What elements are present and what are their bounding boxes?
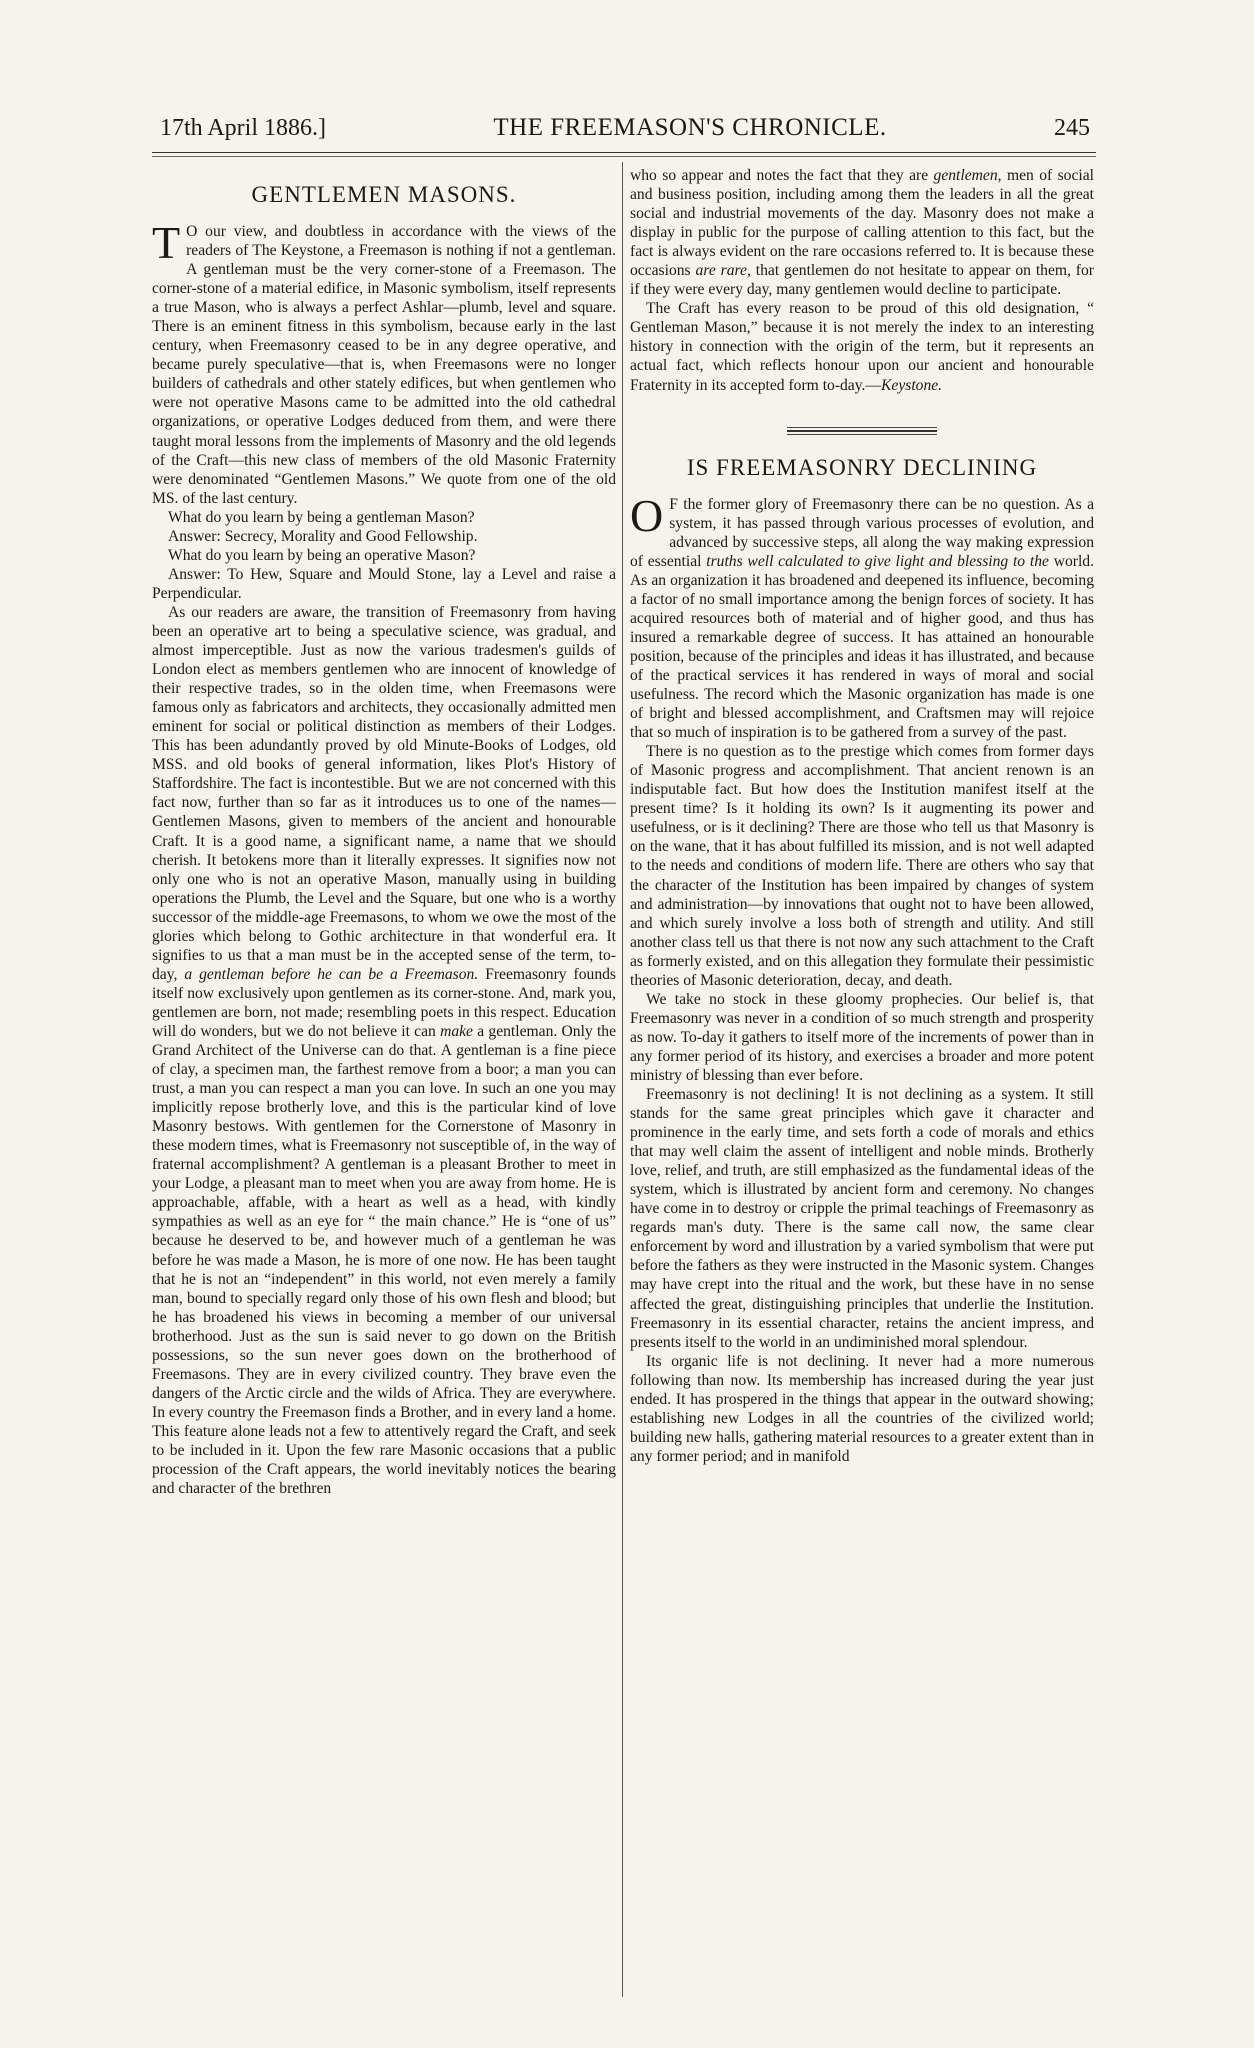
question-2: What do you learn by being an operative Mason? — [168, 546, 476, 564]
article-separator — [787, 427, 937, 435]
header-title: THE FREEMASON'S CHRONICLE. — [493, 114, 887, 141]
page-number: 245 — [1053, 115, 1090, 141]
header-rule — [152, 152, 1096, 153]
article1-p3-text: The Craft has every reason to be proud of this old designation, “ Gentleman Mason,” because it is not merely the index to an interesting history in connection with the origin of the term, but it represents an actual fact, which reflects honour upon our ancient and honourable Fraternity in its accepted form to-day.— — [630, 300, 1094, 394]
article1-p2b-text: Freemasonry founds itself now exclusively upon gentlemen as its corner-stone. And, mark you, gentlemen are born, not made; resembling poets in this respect. Education will do wonders, but we do not believe it can — [152, 965, 616, 1040]
article1-source: Keystone. — [881, 376, 943, 394]
article2-p1b-text: world. As an organization it has broadened and deepened its influence, becoming a factor of no small importance among the benign forces of society. It has acquired resources both of material and of higher good, and thus has insured a remarkable degree of success. It has attained an honourable position, because of the principles and ideas it has illustrated, and because of the practical services it has rendered in ways of moral and social usefulness. The record which the Masonic organization has made is one of bright and blessed accomplishment, and Craftsmen may will rejoice that so much of inspiration is to be gathered from a survey of the past. — [630, 552, 1094, 742]
article2-paragraph-1 — [630, 489, 1094, 743]
article1-cont1c-text: that gentlemen do not hesitate to appear on them, for if they were every day, many gentlemen would decline to participate. — [630, 262, 1094, 299]
page-header — [160, 114, 1090, 148]
article2-paragraph-4: Freemasonry is not declining! It is not declining as a system. It still stands for the same great principles which gave it character and prominence in the early time, and sets forth a code of morals and ethics that may well claim the assent of intelligent and noble minds. Brotherly love, relief, and truth, are still emphasized as the fundamental ideas of the system, which is illustrated by ancient form and ceremony. No changes have come in to destroy or cripple the primal teachings of Freemasonry as regards man's duty. There is the same call now, the same clear enforcement by word and illustration by a varied symbolism that were put before the fathers as they were instructed in the Masonic system. Changes may have crept into the ritual and the work, but these have in no sense affected the great, distinguishing principles that underlie the Institution. Freemasonry in its essential character, retains the ancient impress, and presents itself to the world in an undiminished moral splendour. — [630, 1086, 1094, 1351]
article2-paragraph-2: There is no question as to the prestige which comes from former days of Masonic progress and accomplishment. That ancient renown is an indisputable fact. But how does the Institution manifest itself at the present time? Is it holding its own? Is it augmenting its power and usefulness, or is it declining? There are those who tell us that Masonry is on the wane, that it has about fulfilled its mission, and is not well adapted to the needs and conditions of modern life. There are others who say that the character of the Institution has been impaired by changes of system and administration—by innovations that ought not to have been allowed, and which surely involve a loss both of strength and utility. And still another class tell us that there is not now any such attachment to the Craft as formerly existed, and on this allegation they formulate their pessimistic theories of Masonic deterioration, decay, and death. — [630, 743, 1094, 989]
left-column — [152, 166, 616, 1996]
article1-p2-italic: a gentleman before he can be a Freemason. — [184, 965, 479, 983]
article1-cont1b-text: men of social and business position, including among them the leaders in all the great social and industrial movements of the day. Masonry does not make a display in public for the purpose of calling attention to this fact, but the fact is always evident on the rare occasions referred to. It is because these occasions — [630, 167, 1094, 280]
article2-paragraph-5: Its organic life is not declining. It never had a more numerous following than now. Its membership has increased during the year just ended. It has prospered in the things that appear in the outward showing; establishing new Lodges in all the countries of the civilized world; building new halls, gathering material resources to a greater extent than in any former period; and in manifold — [630, 1352, 1094, 1465]
header-date: 17th April 1886.] — [160, 115, 326, 141]
article1-cont1-italic: gentlemen, — [933, 167, 1002, 184]
article1-cont1-text: who so appear and notes the fact that they are — [630, 167, 929, 184]
article1-continuation — [630, 166, 1094, 299]
article-title-gentlemen-masons: GENTLEMEN MASONS. — [251, 182, 517, 207]
dropcap-t: T — [152, 217, 181, 268]
article1-make-italic: make — [440, 1022, 473, 1040]
article1-p2-text: As our readers are aware, the transition of Freemasonry from having been an operative art to being a speculative science, was gradual, and almost imperceptible. Just as now the various tradesmen's guilds of London elect as members gentlemen who are innocent of knowledge of their respective trades, so in the olden time, when Freemasons were famous only as fabricators and architects, they occasionally admitted men eminent for social or political distinction as members of their Lodges. This has been adundantly proved by old Minute-Books of Lodges, old MSS. and old books of general information, likes Plot's History of Staffordshire. The fact is incontestible. But we are not concerned with this fact now, further than so far as it introduces us to one of the names—Gentlemen Masons, given to members of the ancient and honourable Craft. It is a good name, a significant name, a name that we should cherish. It betokens more than it literally expresses. It signifies now not only one who is not an operative Mason, manually using in building operations the Plumb, the Level and the Square, but one who is a worthy successor of the middle-age Freemasons, to whom we owe the most of the glories which belong to Gothic architecture in that wonderful era. It signifies to us that a man must be in the accepted sense of the term, to-day, — [152, 603, 616, 983]
article-title-freemasonry-declining: IS FREEMASONRY DECLINING — [686, 454, 1038, 480]
header-rule-thin — [152, 156, 1096, 157]
answer-2: Answer: To Hew, Square and Mould Stone, lay a Level and raise a Perpendicular. — [152, 565, 616, 602]
article2-p1-text: F the former glory of Freemasonry there can be no question. As a system, it has passed through various processes of evolution, and advanced by successive steps, all along the way making expression of essential — [630, 495, 1094, 570]
article1-paragraph-3 — [630, 299, 1094, 394]
answer-1: Answer: Secrecy, Morality and Good Fellowship. — [168, 527, 478, 545]
article2-paragraph-3: We take no stock in these gloomy prophecies. Our belief is, that Freemasonry was never in a condition of so much strength and prosperity as now. To-day it gathers to itself more of the increments of power than in any former period of its history, and exercises a broader and more potent ministry of blessing than ever before. — [630, 990, 1094, 1084]
article2-p1-italic: truths well calculated to give light and blessing to the — [706, 552, 1049, 570]
article1-paragraph-2 — [152, 603, 616, 1498]
question-1: What do you learn by being a gentleman Mason? — [168, 508, 475, 526]
article1-p1-text: O our view, and doubtless in accordance with the views of the readers of The Keystone, a Freemason is nothing if not a gentleman. A gentleman must be the very corner-stone of a Freemason. The corner-stone of a material edifice, in Masonic symbolism, itself represents a true Mason, who is always a perfect Ashlar—plumb, level and square. There is an eminent fitness in this symbolism, because early in the last century, when Freemasonry ceased to be in any degree operative, and became purely speculative—that is, when Freemasons were no longer builders of cathedrals and other stately edifices, but when gentlemen who were not operative Masons came to be admitted into the old cathedral organizations, or operative Lodges deduced from them, and were there taught moral lessons from the implements of Masonry and the old legends of the Craft—this new class of members of the old Masonic Fraternity were denominated “Gentlemen Masons.” We quote from one of the old MS. of the last century. — [152, 223, 616, 507]
article1-rare-italic: are rare, — [695, 262, 751, 280]
article1-paragraph-1 — [152, 217, 616, 508]
right-column — [630, 166, 1094, 1996]
dropcap-o: O — [630, 489, 664, 541]
column-divider — [622, 162, 623, 1997]
article1-p2c-text: a gentleman. Only the Grand Architect of the Universe can do that. A gentleman is a fine piece of clay, a specimen man, the farthest remove from a boor; a man you can trust, a man you can respect a man you can love. In such an one you may implicitly repose brotherly love, and this is the particular kind of love Masonry bestows. With gentlemen for the Cornerstone of Masonry in these modern times, what is Freemasonry not susceptible of, in the way of fraternal accomplishment? A gentleman is a pleasant Brother to meet in your Lodge, a pleasant man to meet when you are away from home. He is approachable, affable, with a heart as well as a head, with kindly sympathies as well as an eye for “ the main chance.” He is “one of us” because he deserved to be, and however much of a gentleman he was before he was made a Mason, he is more of one now. He has been taught that he is not an “independent” in this world, not even merely a family man, bound to specially regard only those of his own flesh and blood; but he has broadened his views in becoming a member of our universal brotherhood. Just as the sun is said never to go down on the British possessions, so the sun never goes down on the brotherhood of Freemasons. They are in every civilized country. They brave even the dangers of the Arctic circle and the wilds of Africa. They are everywhere. In every country the Freemason finds a Brother, and in every land a home. This feature alone leads not a few to attentively regard the Craft, and seek to be included in it. Upon the few rare Masonic occasions that a public procession of the Craft appears, the world inevitably notices the bearing and character of the brethren — [152, 1022, 616, 1498]
